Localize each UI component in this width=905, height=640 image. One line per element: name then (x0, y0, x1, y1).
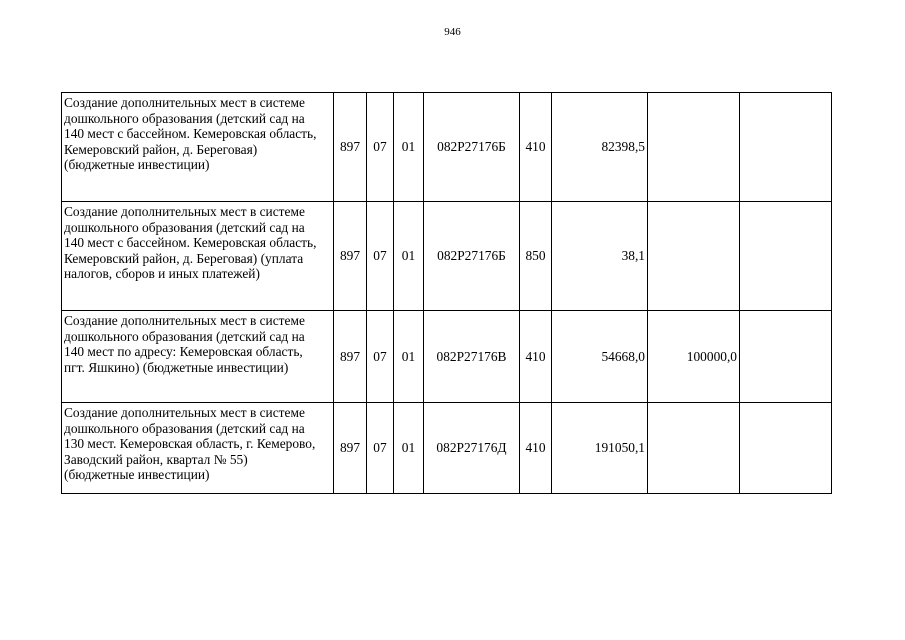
amount-3-cell (740, 403, 832, 494)
description-line: 140 мест с бассейном. Кемеровская область, (64, 126, 317, 142)
description-line: (бюджетные инвестиции) (64, 157, 210, 173)
target-article-cell: 082P27176Б (424, 93, 520, 202)
description-line: Создание дополнительных мест в системе (64, 405, 305, 420)
target-article-cell: 082P27176В (424, 311, 520, 403)
amount-3-cell (740, 311, 832, 403)
description-line: пгт. Яшкино) (бюджетные инвестиции) (64, 359, 289, 375)
description-line: дошкольного образования (детский сад на (64, 328, 305, 344)
amount-1-cell: 54668,0 (552, 311, 648, 403)
expense-type-cell: 410 (520, 403, 552, 494)
description-line: Заводский район, квартал № 55) (64, 451, 248, 467)
ministry-code-cell: 897 (334, 202, 367, 311)
section-code-cell: 07 (367, 93, 394, 202)
description-line: 140 мест с бассейном. Кемеровская область, (64, 235, 317, 251)
amount-1-cell: 82398,5 (552, 93, 648, 202)
target-article-cell: 082P27176Д (424, 403, 520, 494)
description-line: 140 мест по адресу: Кемеровская область, (64, 344, 303, 360)
section-code-cell: 07 (367, 311, 394, 403)
amount-1-cell: 38,1 (552, 202, 648, 311)
table-row (62, 202, 832, 311)
amount-3-cell (740, 93, 832, 202)
subsection-code-cell: 01 (394, 93, 424, 202)
budget-table (61, 92, 832, 494)
page-number: 946 (444, 26, 461, 38)
ministry-code-cell: 897 (334, 311, 367, 403)
table-row (62, 403, 832, 494)
table-row (62, 93, 832, 202)
expense-type-cell: 850 (520, 202, 552, 311)
amount-3-cell (740, 202, 832, 311)
description-line: Создание дополнительных мест в системе (64, 313, 305, 328)
description-cell (62, 93, 334, 202)
description-line: (бюджетные инвестиции) (64, 467, 210, 483)
description-line: Создание дополнительных мест в системе (64, 95, 305, 110)
description-line: дошкольного образования (детский сад на (64, 219, 305, 235)
amount-2-cell (648, 202, 740, 311)
ministry-code-cell: 897 (334, 93, 367, 202)
description-line: Создание дополнительных мест в системе (64, 204, 305, 219)
description-cell (62, 311, 334, 403)
amount-1-cell: 191050,1 (552, 403, 648, 494)
description-line: 130 мест. Кемеровская область, г. Кемерово, (64, 436, 316, 452)
subsection-code-cell: 01 (394, 202, 424, 311)
subsection-code-cell: 01 (394, 311, 424, 403)
expense-type-cell: 410 (520, 311, 552, 403)
description-line: дошкольного образования (детский сад на (64, 110, 305, 126)
description-line: Кемеровский район, д. Береговая) (уплата (64, 250, 304, 266)
description-line: Кемеровский район, д. Береговая) (64, 141, 258, 157)
subsection-code-cell: 01 (394, 403, 424, 494)
amount-2-cell (648, 93, 740, 202)
description-line: дошкольного образования (детский сад на (64, 420, 305, 436)
expense-type-cell: 410 (520, 93, 552, 202)
description-cell (62, 202, 334, 311)
amount-2-cell: 100000,0 (648, 311, 740, 403)
description-cell (62, 403, 334, 494)
table-row (62, 311, 832, 403)
ministry-code-cell: 897 (334, 403, 367, 494)
description-line: налогов, сборов и иных платежей) (64, 266, 260, 282)
amount-2-cell (648, 403, 740, 494)
section-code-cell: 07 (367, 202, 394, 311)
target-article-cell: 082P27176Б (424, 202, 520, 311)
section-code-cell: 07 (367, 403, 394, 494)
